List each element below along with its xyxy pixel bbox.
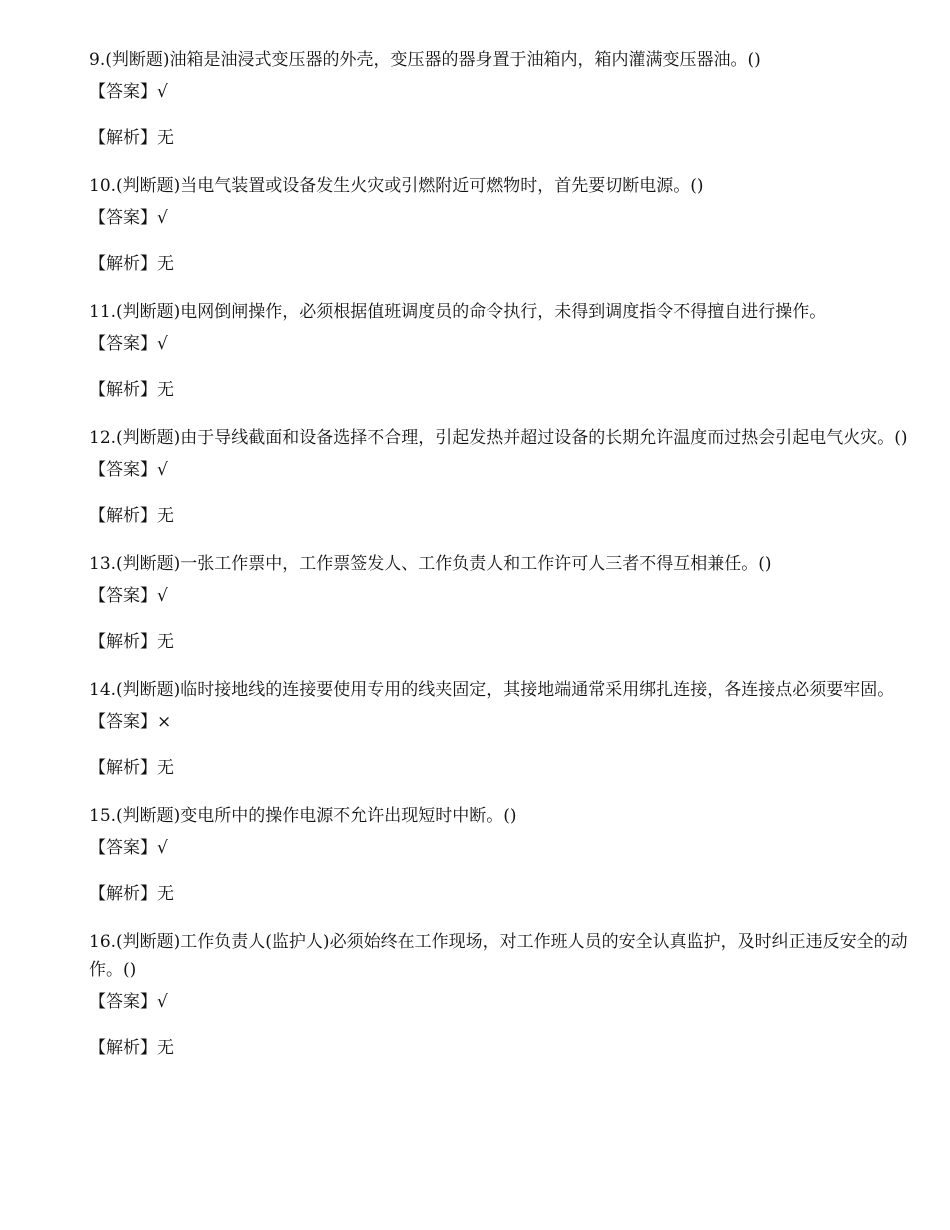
analysis-line [89, 1034, 909, 1062]
answer-label: 【答案】 [89, 82, 157, 102]
answer-label: 【答案】 [89, 208, 157, 228]
analysis-label: 【解析】 [89, 380, 157, 400]
answer-line [89, 456, 909, 484]
analysis-line [89, 376, 909, 404]
answer-label: 【答案】 [89, 992, 157, 1012]
analysis-label: 【解析】 [89, 1038, 157, 1058]
answer-line [89, 330, 909, 358]
analysis-label: 【解析】 [89, 506, 157, 526]
analysis-line [89, 250, 909, 278]
analysis-line [89, 628, 909, 656]
question-item [89, 550, 909, 656]
question-text: 12.(判断题)由于导线截面和设备选择不合理，引起发热并超过设备的长期允许温度而过热会引起电气火灾。() [89, 428, 908, 448]
question-text: 14.(判断题)临时接地线的连接要使用专用的线夹固定，其接地端通常采用绑扎连接，各连接点必须要牢固。 [89, 680, 895, 700]
analysis-line [89, 124, 909, 152]
answer-value: √ [157, 82, 168, 102]
analysis-value: 无 [157, 506, 174, 526]
answer-line [89, 834, 909, 862]
question-text: 15.(判断题)变电所中的操作电源不允许出现短时中断。() [89, 806, 517, 826]
question-item [89, 424, 909, 530]
question-list [89, 46, 909, 1062]
analysis-value: 无 [157, 254, 174, 274]
answer-value: √ [157, 586, 168, 606]
analysis-line [89, 880, 909, 908]
answer-line [89, 78, 909, 106]
analysis-label: 【解析】 [89, 884, 157, 904]
answer-line [89, 204, 909, 232]
answer-label: 【答案】 [89, 586, 157, 606]
analysis-line [89, 502, 909, 530]
question-text: 9.(判断题)油箱是油浸式变压器的外壳，变压器的器身置于油箱内，箱内灌满变压器油。() [89, 50, 761, 70]
question-text: 13.(判断题)一张工作票中，工作票签发人、工作负责人和工作许可人三者不得互相兼任。() [89, 554, 772, 574]
answer-value: × [157, 712, 172, 732]
analysis-label: 【解析】 [89, 758, 157, 778]
answer-value: √ [157, 460, 168, 480]
answer-line [89, 582, 909, 610]
analysis-value: 无 [157, 884, 174, 904]
answer-value: √ [157, 208, 168, 228]
question-text: 11.(判断题)电网倒闸操作，必须根据值班调度员的命令执行，未得到调度指令不得擅自进行操作。 [89, 302, 827, 322]
analysis-value: 无 [157, 380, 174, 400]
question-item [89, 298, 909, 404]
analysis-label: 【解析】 [89, 254, 157, 274]
question-item [89, 172, 909, 278]
answer-label: 【答案】 [89, 334, 157, 354]
answer-label: 【答案】 [89, 712, 157, 732]
analysis-value: 无 [157, 1038, 174, 1058]
analysis-label: 【解析】 [89, 128, 157, 148]
analysis-value: 无 [157, 758, 174, 778]
question-text: 16.(判断题)工作负责人(监护人)必须始终在工作现场，对工作班人员的安全认真监护，及时纠正违反安全的动作。() [89, 932, 908, 980]
question-item [89, 928, 909, 1062]
question-text: 10.(判断题)当电气装置或设备发生火灾或引燃附近可燃物时，首先要切断电源。() [89, 176, 704, 196]
answer-line [89, 988, 909, 1016]
answer-value: √ [157, 334, 168, 354]
question-item [89, 46, 909, 152]
question-item [89, 802, 909, 908]
analysis-line [89, 754, 909, 782]
analysis-value: 无 [157, 632, 174, 652]
answer-value: √ [157, 838, 168, 858]
analysis-label: 【解析】 [89, 632, 157, 652]
answer-label: 【答案】 [89, 838, 157, 858]
question-item [89, 676, 909, 782]
answer-label: 【答案】 [89, 460, 157, 480]
answer-line [89, 708, 909, 736]
answer-value: √ [157, 992, 168, 1012]
analysis-value: 无 [157, 128, 174, 148]
